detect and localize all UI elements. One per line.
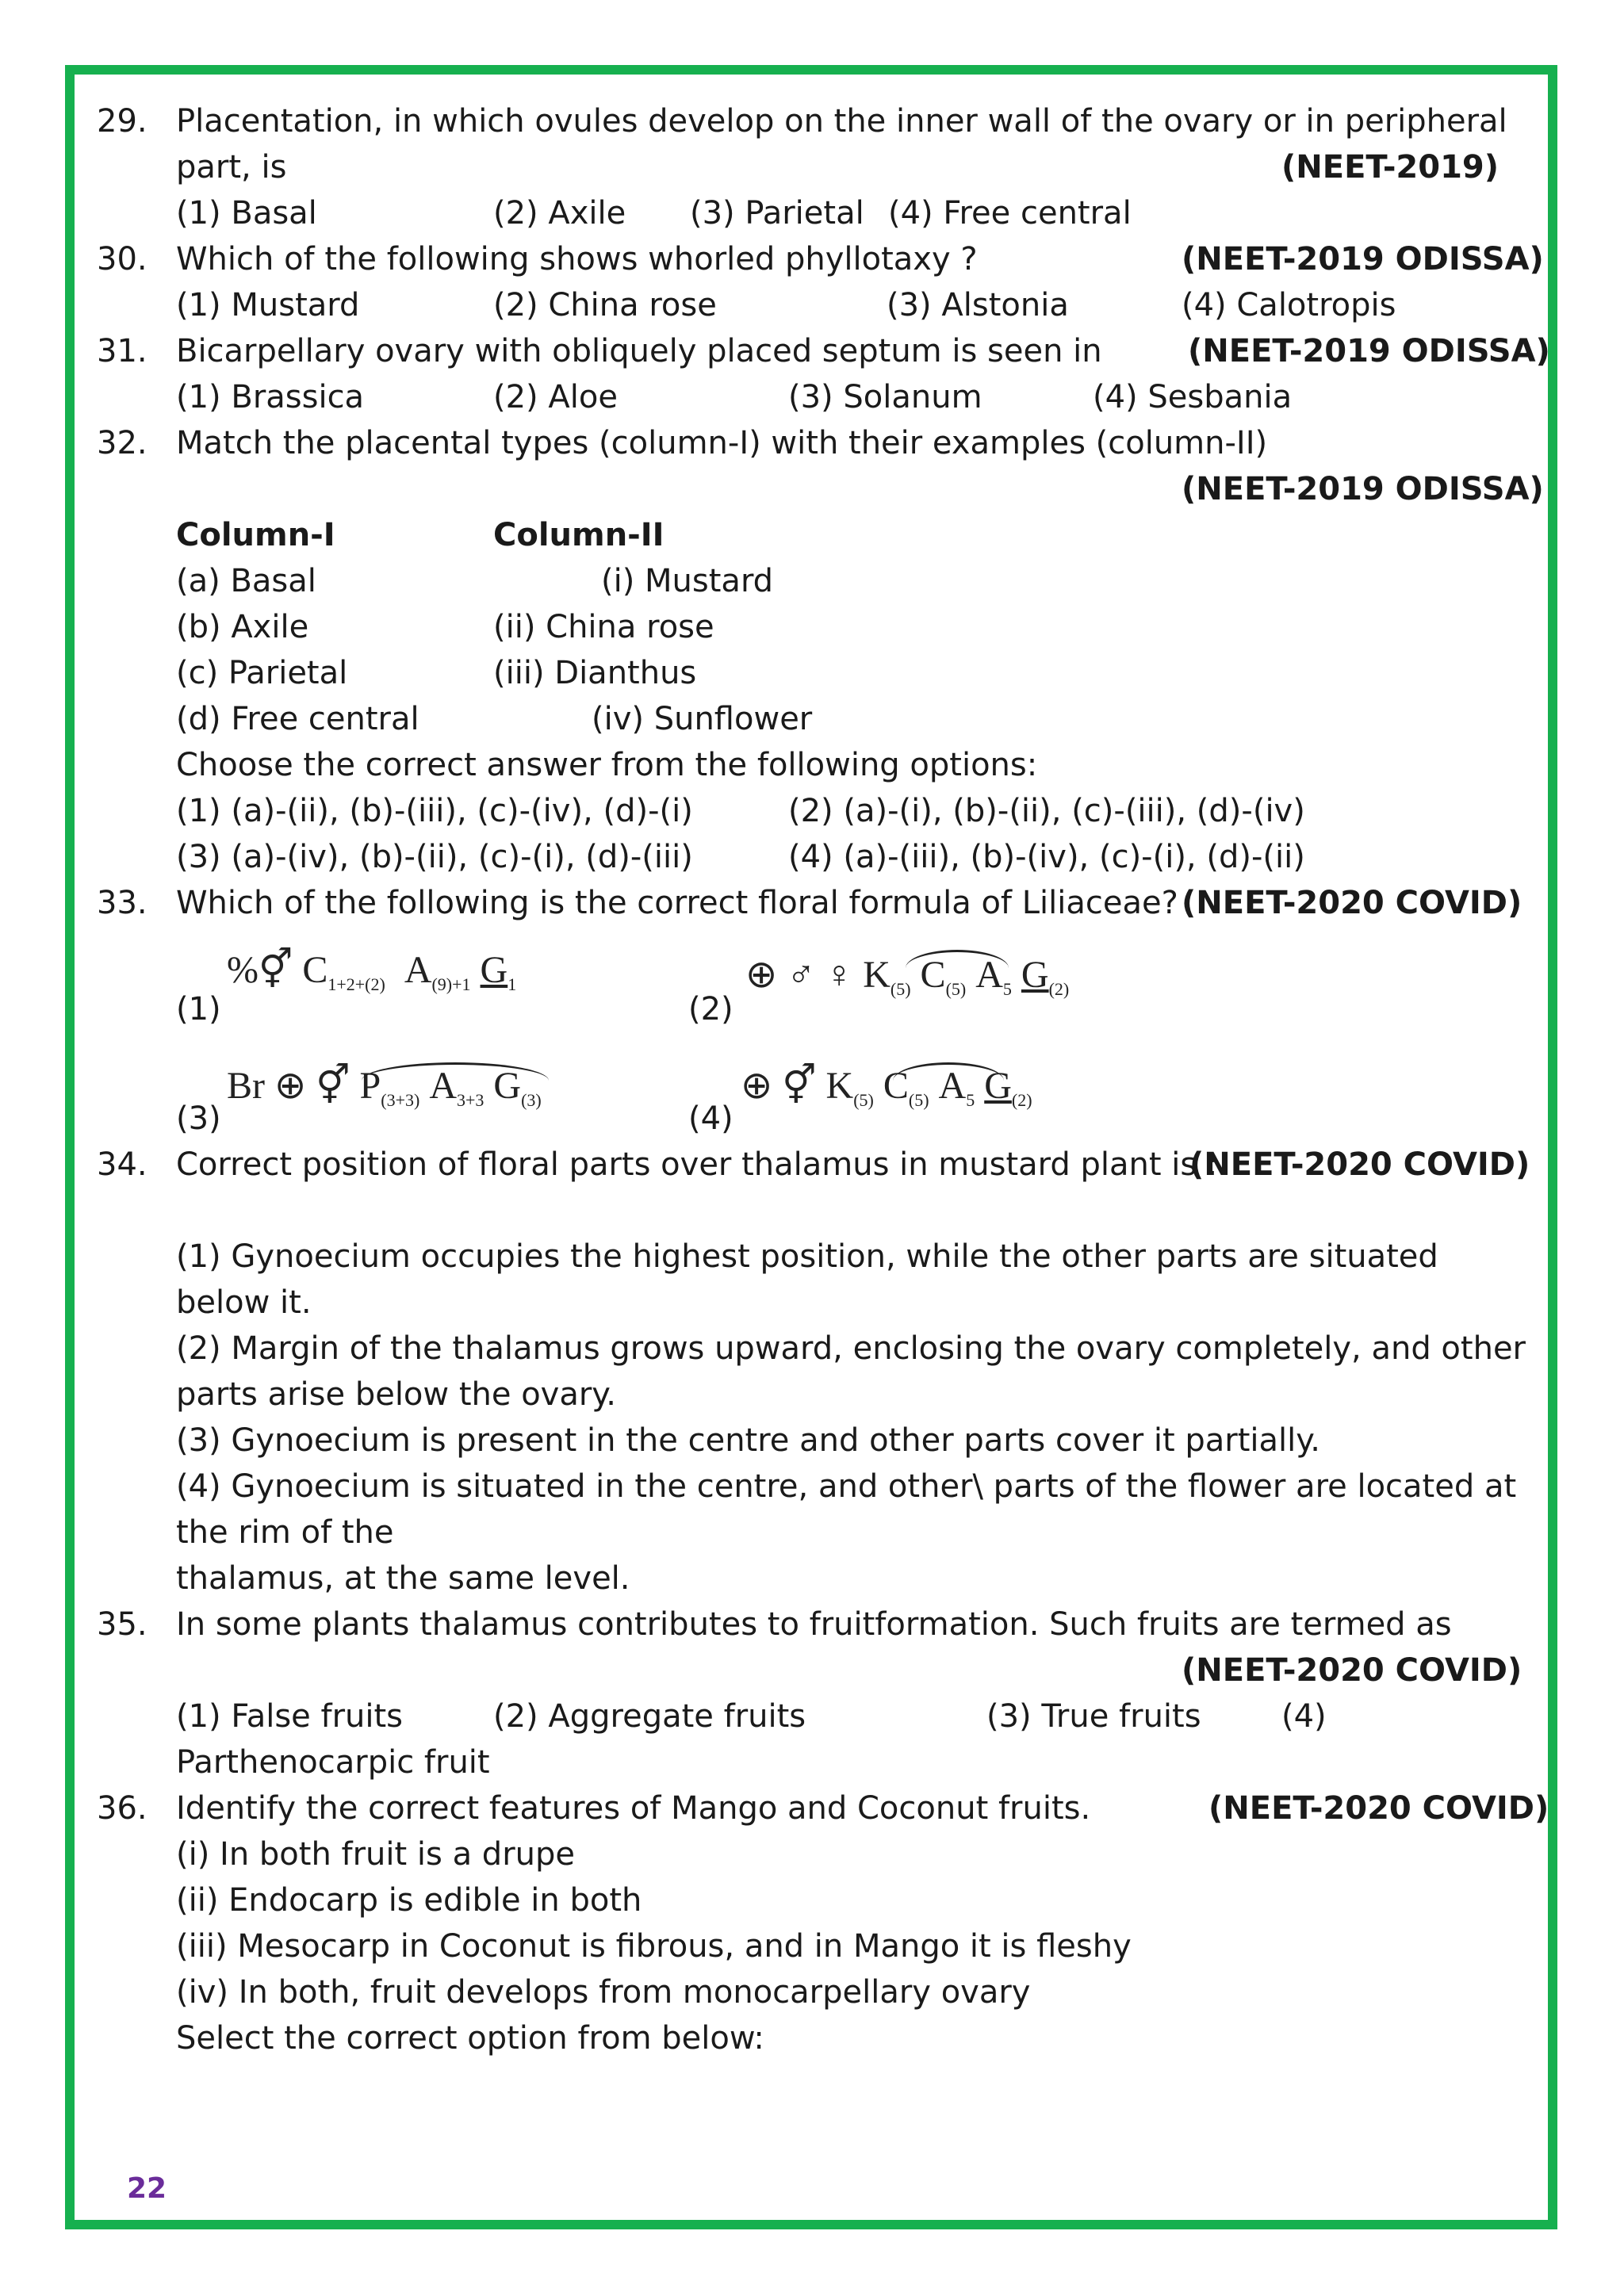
question-text: part, is [176, 149, 287, 186]
option-label: (3) [176, 1100, 221, 1137]
exam-tag: (NEET-2019 ODISSA) [1182, 471, 1544, 507]
question-text: In some plants thalamus contributes to fruitformation. Such fruits are termed as [176, 1606, 1452, 1643]
option: (3) Alstonia [887, 287, 1069, 323]
statement: (i) In both fruit is a drupe [176, 1836, 575, 1873]
option: (1) Brassica [176, 379, 365, 415]
column-item: (iv) Sunflower [592, 701, 813, 737]
option: (4) Calotropis [1182, 287, 1396, 323]
option: (4) Gynoecium is situated in the centre, and other\ parts of the flower are located at [176, 1468, 1517, 1505]
exam-tag: (NEET-2019 ODISSA) [1188, 333, 1550, 369]
option: (1) Basal [176, 195, 317, 232]
option: (3) (a)-(iv), (b)-(ii), (c)-(i), (d)-(iii) [176, 839, 693, 875]
exam-tag: (NEET-2020 COVID) [1182, 1652, 1522, 1689]
option: (3) Solanum [788, 379, 982, 415]
column-header: Column-I [176, 517, 335, 553]
column-item: (b) Axile [176, 609, 309, 645]
option: (2) Axile [493, 195, 626, 232]
option: the rim of the [176, 1514, 394, 1551]
option: (3) Parietal [690, 195, 864, 232]
option: parts arise below the ovary. [176, 1376, 616, 1413]
question-number: 30. [97, 241, 147, 277]
floral-formula-3: Br ⊕ ⚥ $P_{(3+3)}$ $A_{3+3}$ $G_{(3)}$ [227, 1065, 542, 1110]
column-item: (d) Free central [176, 701, 419, 737]
option: Parthenocarpic fruit [176, 1744, 490, 1781]
statement: (iv) In both, fruit develops from monocarpellary ovary [176, 1974, 1031, 2011]
column-item: (ii) China rose [493, 609, 714, 645]
option: (2) Margin of the thalamus grows upward, enclosing the ovary completely, and other [176, 1330, 1526, 1367]
question-number: 29. [97, 103, 147, 140]
column-item: (a) Basal [176, 563, 316, 599]
option: (4) Sesbania [1093, 379, 1293, 415]
question-text: Correct position of floral parts over thalamus in mustard plant is : [176, 1146, 1218, 1183]
column-header: Column-II [493, 517, 665, 553]
question-number: 35. [97, 1606, 147, 1643]
option: (2) Aloe [493, 379, 618, 415]
question-text: Match the placental types (column-I) with their examples (column-II) [176, 425, 1268, 461]
column-item: (c) Parietal [176, 655, 348, 691]
floral-formula-2: ⊕ ♂ ♀ $K_{(5)}$ $C_{(5)}$ $A_5$ $G_{(2)}$ [745, 954, 1070, 999]
question-number: 31. [97, 333, 147, 369]
option: (3) True fruits [986, 1698, 1201, 1735]
page-number: 22 [127, 2172, 167, 2205]
question-text: Bicarpellary ovary with obliquely placed septum is seen in [176, 333, 1102, 369]
question-number: 36. [97, 1790, 147, 1827]
exam-tag: (NEET-2019 ODISSA) [1182, 241, 1544, 277]
option: (1) False fruits [176, 1698, 404, 1735]
instruction: Select the correct option from below: [176, 2020, 764, 2057]
option: (4) Free central [888, 195, 1132, 232]
floral-formula-4: ⊕ ⚥ $K_{(5)}$ $C_{(5)}$ $A_5$ $G_{(2)}$ [741, 1065, 1032, 1110]
statement: (ii) Endocarp is edible in both [176, 1882, 642, 1919]
exam-tag: (NEET-2020 COVID) [1189, 1146, 1530, 1183]
option: (2) (a)-(i), (b)-(ii), (c)-(iii), (d)-(iv) [788, 793, 1305, 829]
question-text: Which of the following is the correct floral formula of Liliaceae? [176, 885, 1178, 921]
question-text: Placentation, in which ovules develop on the inner wall of the ovary or in peripheral [176, 103, 1507, 140]
option: (3) Gynoecium is present in the centre and other parts cover it partially. [176, 1422, 1320, 1459]
option: (2) China rose [493, 287, 717, 323]
column-item: (i) Mustard [601, 563, 774, 599]
question-text: Which of the following shows whorled phyllotaxy ? [176, 241, 978, 277]
option-label: (1) [176, 991, 221, 1027]
question-number: 33. [97, 885, 147, 921]
option: (1) Gynoecium occupies the highest position, while the other parts are situated [176, 1238, 1438, 1275]
question-number: 34. [97, 1146, 147, 1183]
option: (1) (a)-(ii), (b)-(iii), (c)-(iv), (d)-(i) [176, 793, 693, 829]
floral-formula-1: %⚥ $C_{1+2+(2)}$ $A_{(9)+1}$ $G_1$ [227, 949, 517, 994]
option: (1) Mustard [176, 287, 360, 323]
option-label: (4) [688, 1100, 733, 1137]
option: below it. [176, 1284, 312, 1321]
statement: (iii) Mesocarp in Coconut is fibrous, and in Mango it is fleshy [176, 1928, 1132, 1965]
question-text: Identify the correct features of Mango and Coconut fruits. [176, 1790, 1091, 1827]
option: (2) Aggregate fruits [493, 1698, 806, 1735]
exam-tag: (NEET-2019) [1281, 149, 1500, 186]
exam-tag: (NEET-2020 COVID) [1182, 885, 1522, 921]
option: (4) [1281, 1698, 1327, 1735]
option: thalamus, at the same level. [176, 1560, 630, 1597]
question-number: 32. [97, 425, 147, 461]
option: (4) (a)-(iii), (b)-(iv), (c)-(i), (d)-(ii) [788, 839, 1305, 875]
column-item: (iii) Dianthus [493, 655, 697, 691]
instruction: Choose the correct answer from the following options: [176, 747, 1038, 783]
option-label: (2) [688, 991, 733, 1027]
exam-tag: (NEET-2020 COVID) [1208, 1790, 1549, 1827]
